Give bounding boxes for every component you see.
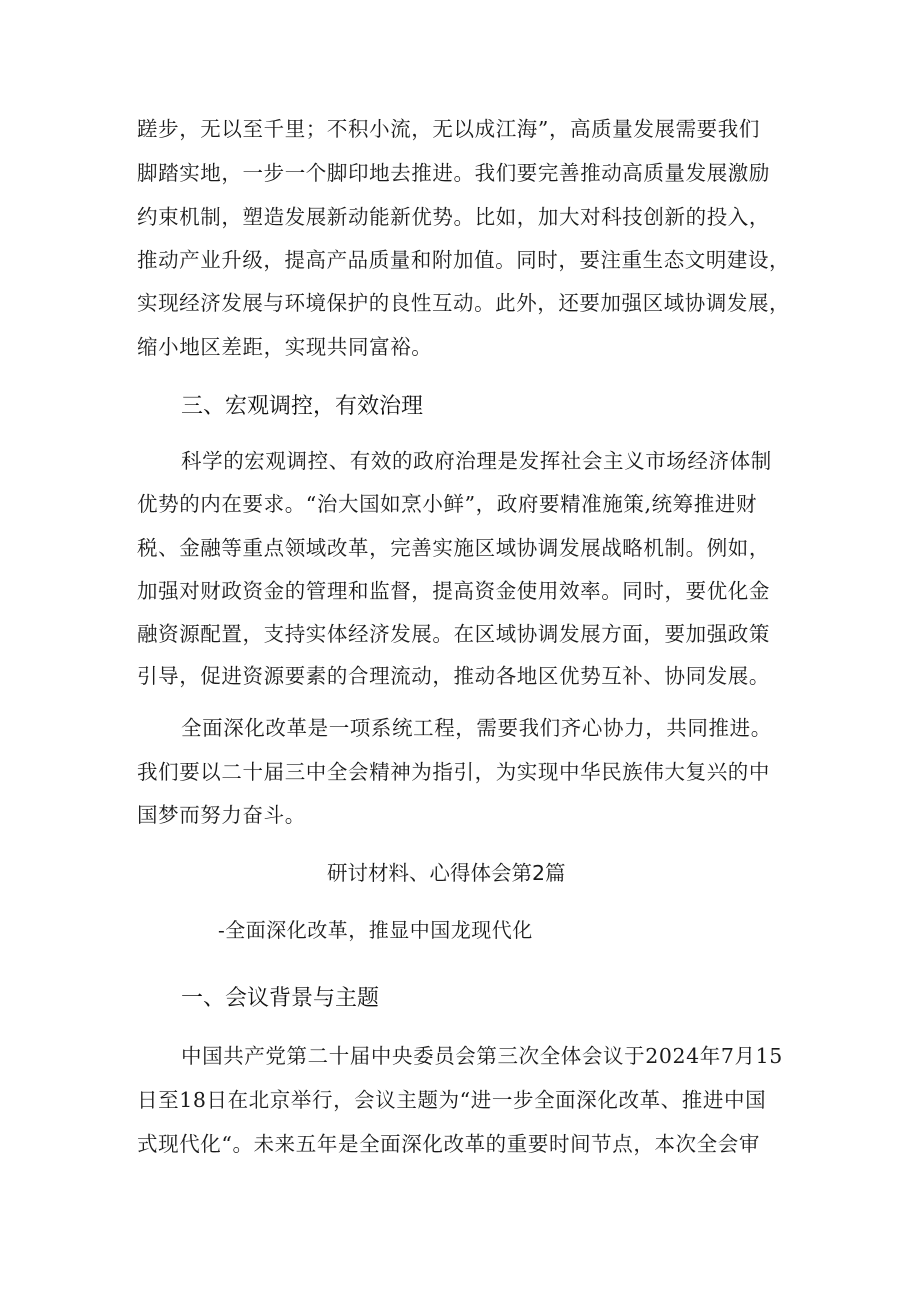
text-line: 式现代化“。未来五年是全面深化改革的重要时间节点，本次全会审 (137, 1132, 760, 1156)
text-line: 全面深化改革是一项系统工程，需要我们齐心协力，共同推进。 (181, 716, 772, 740)
text-line: 优势的内在要求。“治大国如烹小鲜”，政府要精准施策,统筹推进财 (137, 492, 758, 516)
text-line: 中国共产党第二十届中央委员会第三次全体会议于2024年7月15 (181, 1044, 783, 1068)
text-line: 加强对财政资金的管理和监督，提高资金使用效率。同时，要优化金 (137, 579, 770, 603)
text-line: 科学的宏观调控、有效的政府治理是发挥社会主义市场经济体制 (181, 449, 772, 473)
text-line: 推动产业升级，提高产品质量和附加值。同时，要注重生态文明建设， (137, 248, 791, 272)
text-line: 日至18日在北京举行，会议主题为“进一步全面深化改革、推进中国 (137, 1088, 767, 1112)
section-heading-3: 三、宏观调控，有效治理 (181, 394, 424, 419)
text-line: 融资源配置，支持实体经济发展。在区域协调发展方面，要加强政策 (137, 622, 770, 646)
section-heading-1: 一、会议背景与主题 (181, 986, 380, 1011)
text-line: 约束机制，塑造发展新动能新优势。比如，加大对科技创新的投入， (137, 205, 770, 229)
text-line: 蹉步，无以至千里；不积小流，无以成江海”，高质量发展需要我们 (137, 117, 760, 141)
text-line: 脚踏实地，一步一个脚印地去推进。我们要完善推动高质量发展激励 (137, 161, 770, 185)
text-line: 引导，促进资源要素的合理流动，推动各地区优势互补、协同发展。 (137, 664, 770, 688)
article-subtitle: -全面深化改革，推显中国龙现代化 (218, 918, 533, 942)
article-title: 研讨材料、心得体会第2篇 (327, 861, 566, 885)
text-line: 缩小地区差距，实现共同富裕。 (137, 335, 433, 359)
text-line: 我们要以二十届三中全会精神为指引，为实现中华民族伟大复兴的中 (137, 760, 770, 784)
text-line: 国梦而努力奋斗。 (137, 803, 306, 827)
text-line: 税、金融等重点领域改革，完善实施区域协调发展战略机制。例如， (137, 536, 770, 560)
text-line: 实现经济发展与环境保护的良性互动。此外，还要加强区域协调发展， (137, 291, 791, 315)
